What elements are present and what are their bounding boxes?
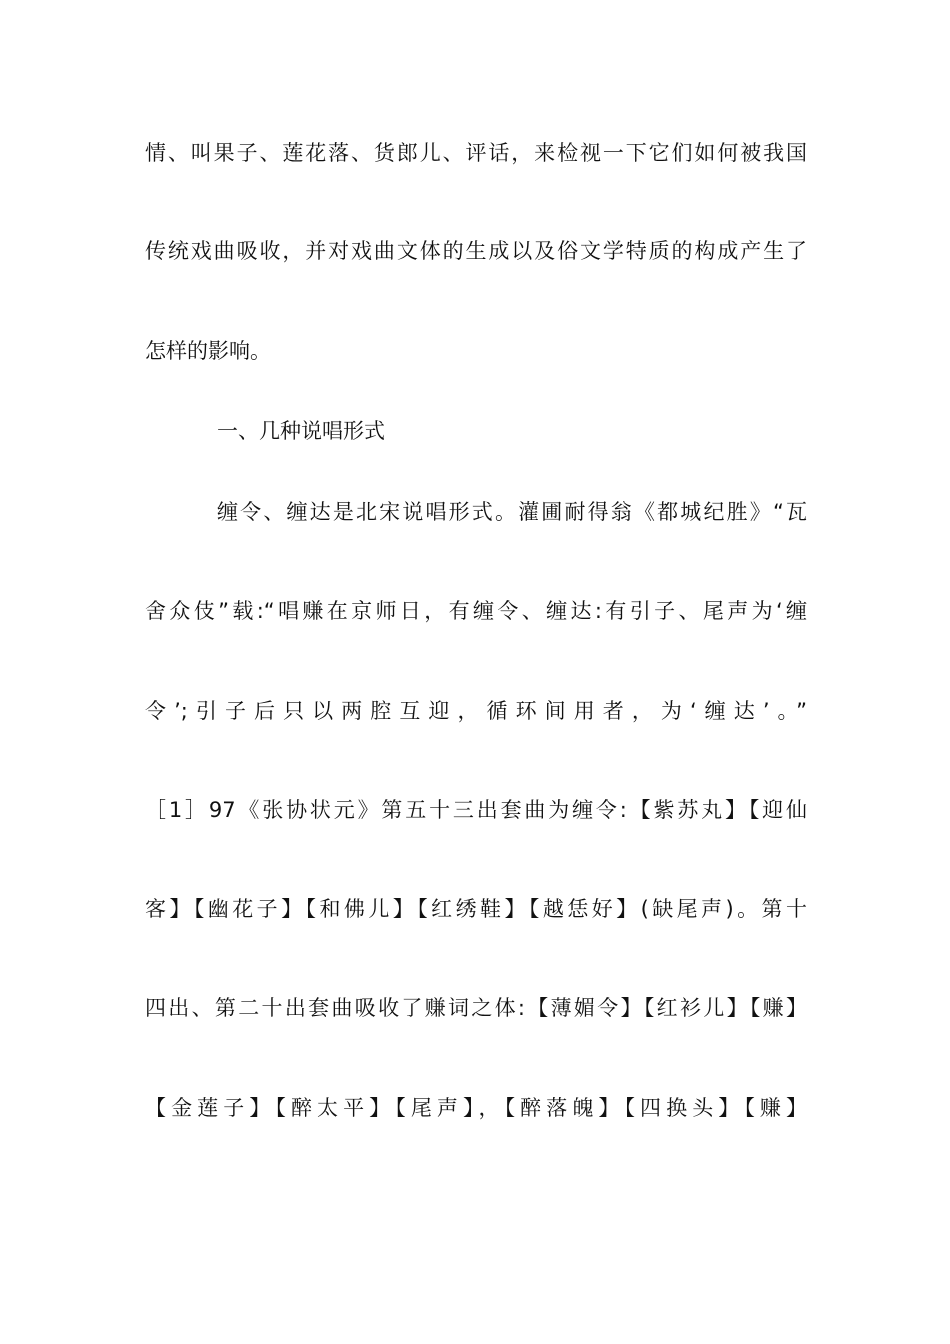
paragraph-line-5: 舍众伎”载:“唱赚在京师日，有缠令、缠达:有引子、尾声为‘缠 bbox=[145, 599, 807, 623]
paragraph-line-2: 传统戏曲吸收，并对戏曲文体的生成以及俗文学特质的构成产生了 bbox=[145, 239, 807, 263]
paragraph-line-7: ［1］97《张协状元》第五十三出套曲为缠令:【紫苏丸】【迎仙 bbox=[145, 798, 807, 822]
paragraph-line-1: 情、叫果子、莲花落、货郎儿、评话，来检视一下它们如何被我国 bbox=[145, 141, 807, 165]
paragraph-line-4: 缠令、缠达是北宋说唱形式。灌圃耐得翁《都城纪胜》“瓦 bbox=[217, 500, 807, 524]
paragraph-line-10: 【金莲子】【醉太平】【尾声】，【醉落魄】【四换头】【赚】 bbox=[145, 1096, 807, 1120]
paragraph-line-3: 怎样的影响。 bbox=[145, 339, 271, 363]
section-heading: 一、几种说唱形式 bbox=[217, 419, 385, 443]
paragraph-line-6: 令’;引子后只以两腔互迎，循环间用者，为‘缠达’。” bbox=[145, 699, 807, 723]
paragraph-line-8: 客】【幽花子】【和佛儿】【红绣鞋】【越恁好】(缺尾声)。第十 bbox=[145, 897, 807, 921]
paragraph-line-9: 四出、第二十出套曲吸收了赚词之体:【薄媚令】【红衫儿】【赚】 bbox=[145, 996, 807, 1020]
